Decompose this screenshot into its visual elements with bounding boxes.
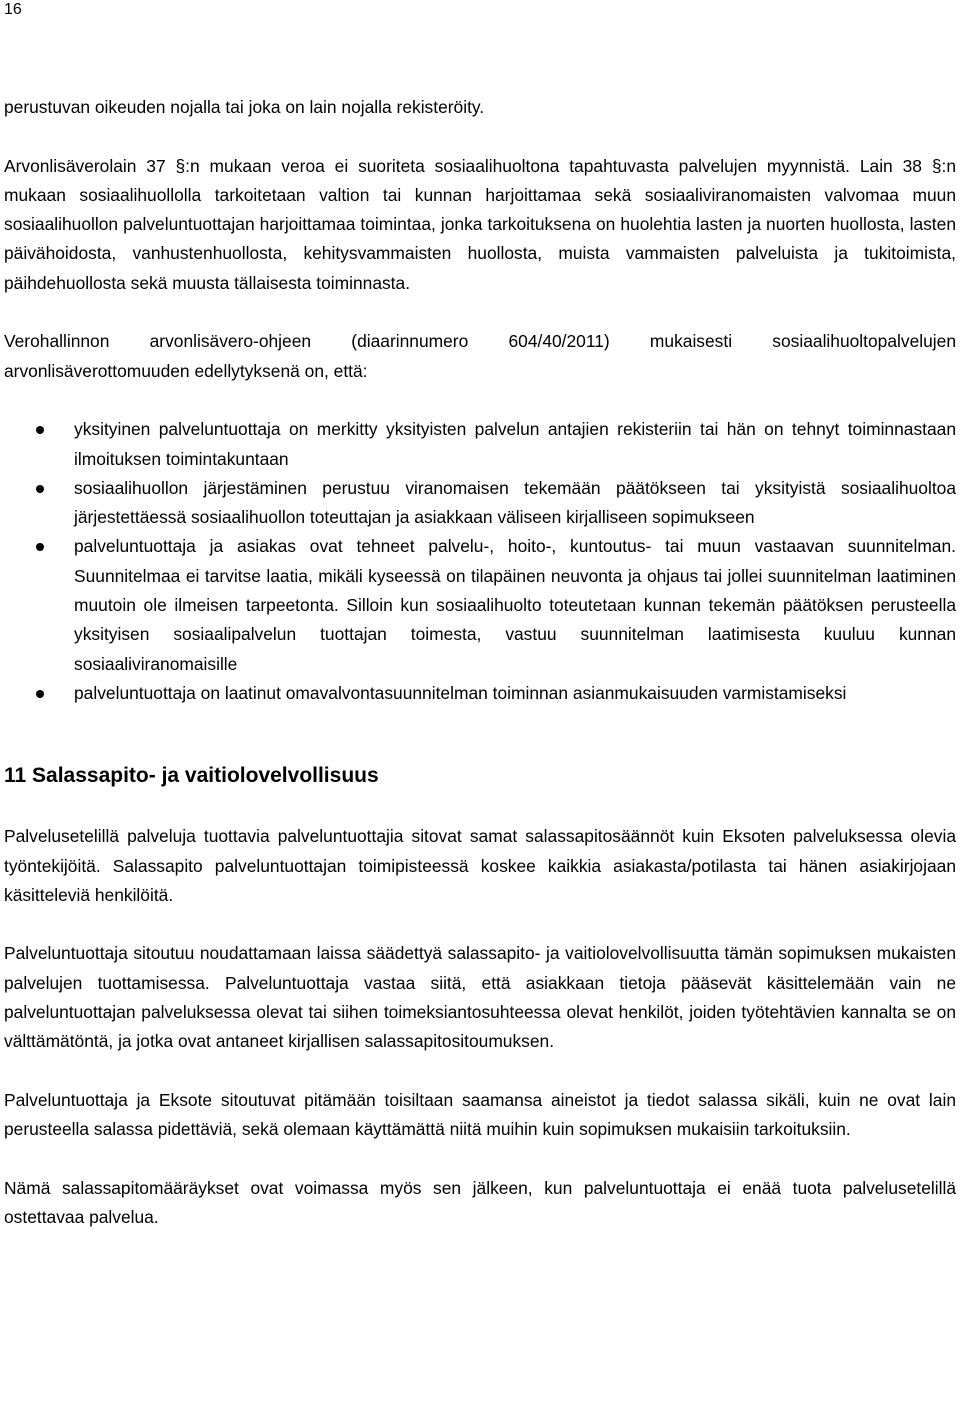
paragraph-continuation: perustuvan oikeuden nojalla tai joka on lain nojalla rekisteröity. (4, 97, 485, 117)
paragraph-validity: Nämä salassapitomääräykset ovat voimassa myös sen jälkeen, kun palveluntuottaja ei enää tuota palvelusetelillä ostettavaa palvelua. (4, 1177, 956, 1228)
bullet-icon (36, 426, 44, 434)
document-body (4, 93, 956, 1232)
list-item-text: sosiaalihuollon järjestäminen perustuu viranomaisen tekemään päätökseen tai yksityistä sosiaalihuoltoa järjestettäessä sosiaalihuollon toteuttajan ja asiakkaan väliseen kirjalliseen sopimukseen (74, 477, 956, 528)
paragraph-vat-law: Arvonlisäverolain 37 §:n mukaan veroa ei suoriteta sosiaalihuoltona tapahtuvasta palvelujen myynnistä. Lain 38 §:n mukaan sosiaalihuollolla tarkoitetaan valtion tai kunnan harjoittamaa sekä sosiaaliviranomaisten valvomaa muun sosiaalihuollon palveluntuottajan harjoittamaa toimintaa, jonka tarkoituksena on huolehtia lasten ja nuorten huollosta, lasten päivähoidosta, vanhustenhuollosta, kehitysvammaisten huollosta, muista vammaisten palveluista ja tukitoimista, päihdehuollosta sekä muusta tällaisesta toiminnasta. (4, 155, 956, 293)
paragraph-tax-guidance: Verohallinnon arvonlisävero-ohjeen (diaarinnumero 604/40/2011) mukaisesti sosiaalihuoltopalvelujen arvonlisäverottomuuden edellytyksenä on, että: (4, 331, 956, 381)
section-heading: 11 Salassapito- ja vaitiolovelvollisuus (4, 764, 379, 788)
list-item-text: palveluntuottaja on laatinut omavalvontasuunnitelman toiminnan asianmukaisuuden varmistamiseksi (74, 682, 847, 703)
conditions-list (4, 415, 956, 708)
bullet-icon (36, 485, 44, 493)
list-item (4, 679, 956, 708)
bullet-icon (36, 690, 44, 698)
list-item-text: yksityinen palveluntuottaja on merkitty yksityisten palvelun antajien rekisteriin tai hän on tehnyt toiminnastaan ilmoituksen toimintakuntaan (74, 419, 956, 469)
bullet-icon (36, 543, 44, 551)
paragraph-provider-commitment: Palveluntuottaja sitoutuu noudattamaan laissa säädettyä salassapito- ja vaitiolovelvollisuutta tämän sopimuksen mukaisten palvelujen tuottamisessa. Palveluntuottaja vastaa siitä, että asiakkaan tietoja pääsevät käsittelemään vain ne palveluntuottajan palveluksessa olevat tai siihen toimeksiantosuhteessa olevat henkilöt, joiden työtehtävien kannalta se on välttämätöntä, ja jotka ovat antaneet kirjallisen salassapitositoumuksen. (4, 943, 956, 1052)
paragraph-mutual-confidentiality: Palveluntuottaja ja Eksote sitoutuvat pitämään toisiltaan saamansa aineistot ja tiedot salassa sikäli, kuin ne ovat lain perusteella salassa pidettäviä, sekä olemaan käyttämättä niitä muihin kuin sopimuksen mukaisiin tarkoituksiin. (4, 1089, 956, 1140)
list-item (4, 474, 956, 533)
paragraph-confidentiality-rules: Palvelusetelillä palveluja tuottavia palveluntuottajia sitovat samat salassapitosäännöt kuin Eksoten palveluksessa olevia työntekijöitä. Salassapito palveluntuottajan toimipisteessä koskee kaikkia asiakasta/potilasta tai hänen asiakirjojaan käsitteleviä henkilöitä. (4, 826, 956, 905)
page-number: 16 (4, 1, 22, 18)
list-item-text: palveluntuottaja ja asiakas ovat tehneet palvelu-, hoito-, kuntoutus- tai muun vastaavan suunnitelman. Suunnitelmaa ei tarvitse laatia, mikäli kyseessä on tilapäinen neuvonta ja ohjaus tai jollei suunnitelman laatiminen muutoin ole ilmeisen tarpeetonta. Silloin kun sosiaalihuolto toteutetaan kunnan tekemän päätöksen perusteella yksityisen sosiaalipalvelun tuottajan toimesta, vastuu suunnitelman laatimisesta kuuluu kunnan sosiaaliviranomaisille (74, 536, 956, 674)
list-item (4, 415, 956, 474)
list-item (4, 532, 956, 678)
